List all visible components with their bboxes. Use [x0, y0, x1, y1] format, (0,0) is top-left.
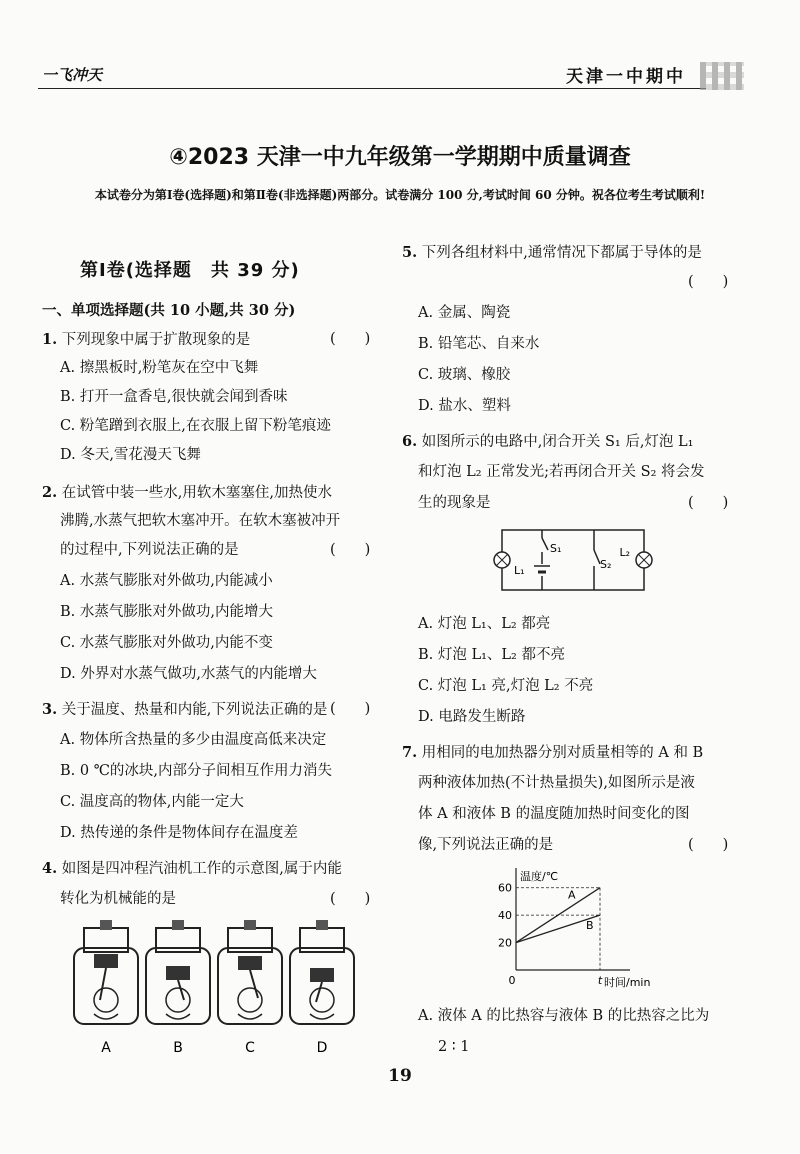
question-4-stem-2: 转化为机械能的是: [60, 891, 176, 907]
q2-option-c: C. 水蒸气膨胀对外做功,内能不变: [60, 635, 273, 651]
question-6-stem-3: 生的现象是: [418, 495, 491, 511]
q7-option-a-line-1: A. 液体 A 的比热容与液体 B 的比热容之比为: [418, 1008, 710, 1024]
q2-option-d: D. 外界对水蒸气做功,水蒸气的内能增大: [60, 666, 317, 682]
y-tick-label: 40: [498, 909, 512, 923]
exam-intro: 本试卷分为第Ⅰ卷(选择题)和第Ⅱ卷(非选择题)两部分。试卷满分 100 分,考试时间 60 分钟。祝各位考生考试顺利!: [94, 188, 706, 202]
q5-option-c: C. 玻璃、橡胶: [418, 367, 511, 383]
engine-diagram-a: [74, 920, 138, 1024]
page-number: 19: [388, 1066, 412, 1086]
y-tick-label: 60: [498, 881, 512, 895]
page-title: ④2023 天津一中九年级第一学期期中质量调查: [169, 145, 631, 170]
question-6-stem-2: 和灯泡 L₂ 正常发光;若再闭合开关 S₂ 将会发: [418, 464, 705, 480]
q6-option-d: D. 电路发生断路: [418, 709, 526, 725]
q1-option-a: A. 擦黑板时,粉笔灰在空中飞舞: [60, 360, 259, 376]
engine-label-c: C: [245, 1040, 255, 1056]
question-1-stem: 1. 下列现象中属于扩散现象的是: [42, 331, 251, 348]
header-rule: [38, 88, 706, 89]
answer-paren-2: ( ): [330, 542, 371, 558]
question-7-stem-3: 体 A 和液体 B 的温度随加热时间变化的图: [418, 806, 690, 822]
switch-s1-label: S₁: [550, 542, 562, 555]
question-5-stem: 5. 下列各组材料中,通常情况下都属于导体的是: [402, 244, 702, 261]
answer-paren-6: ( ): [688, 495, 729, 511]
series-label-b: B: [586, 919, 594, 933]
lamp-l2-label: L₂: [619, 546, 630, 559]
x-tick-label: 0: [508, 974, 516, 987]
q6-option-c: C. 灯泡 L₁ 亮,灯泡 L₂ 不亮: [418, 678, 594, 694]
engine-label-a: A: [101, 1040, 111, 1056]
question-3-stem: 3. 关于温度、热量和内能,下列说法正确的是: [42, 701, 328, 718]
engine-diagram-b: [146, 920, 210, 1024]
q3-option-a: A. 物体所含热量的多少由温度高低来决定: [60, 732, 327, 748]
answer-paren-4: ( ): [330, 891, 371, 907]
q7-option-a-line-2: 2 ∶ 1: [438, 1039, 470, 1055]
answer-paren-5: ( ): [688, 274, 729, 290]
header-decoration: [700, 62, 744, 90]
q2-option-a: A. 水蒸气膨胀对外做功,内能减小: [60, 573, 273, 589]
q5-option-a: A. 金属、陶瓷: [418, 305, 511, 321]
q5-option-d: D. 盐水、塑料: [418, 398, 511, 414]
q6-option-a: A. 灯泡 L₁、L₂ 都亮: [418, 616, 551, 632]
engine-label-d: D: [316, 1040, 328, 1056]
q1-option-c: C. 粉笔蹭到衣服上,在衣服上留下粉笔痕迹: [60, 418, 331, 434]
q1-option-b: B. 打开一盒香皂,很快就会闻到香味: [60, 389, 288, 405]
q6-option-b: B. 灯泡 L₁、L₂ 都不亮: [418, 647, 565, 663]
question-2-stem-2: 沸腾,水蒸气把软木塞冲开。在软木塞被冲开: [60, 513, 341, 529]
engine-diagram-d: [290, 920, 354, 1024]
engine-label-b: B: [173, 1040, 183, 1056]
x-tick-label: t: [597, 974, 603, 987]
q2-option-b: B. 水蒸气膨胀对外做功,内能增大: [60, 604, 273, 620]
header-logo: 一飞冲天: [42, 66, 103, 84]
circuit-diagram: [488, 526, 658, 596]
section-title: 第Ⅰ卷(选择题 共 39 分): [80, 260, 300, 281]
switch-s2-label: S₂: [600, 558, 612, 571]
series-label-a: A: [568, 888, 576, 902]
q3-option-c: C. 温度高的物体,内能一定大: [60, 794, 244, 810]
y-tick-label: 20: [498, 936, 512, 950]
question-2-stem-1: 2. 在试管中装一些水,用软木塞塞住,加热使水: [42, 484, 332, 501]
question-2-stem-3: 的过程中,下列说法正确的是: [60, 542, 239, 558]
question-7-stem-2: 两种液体加热(不计热量损失),如图所示是液: [418, 775, 695, 791]
question-4-stem-1: 4. 如图是四冲程汽油机工作的示意图,属于内能: [42, 860, 342, 877]
answer-paren-1: ( ): [330, 331, 371, 347]
temperature-time-chart: [478, 866, 668, 988]
q3-option-b: B. 0 ℃的冰块,内部分子间相互作用力消失: [60, 763, 333, 779]
subsection-title: 一、单项选择题(共 10 小题,共 30 分): [42, 302, 296, 319]
q5-option-b: B. 铅笔芯、自来水: [418, 336, 540, 352]
q3-option-d: D. 热传递的条件是物体间存在温度差: [60, 825, 298, 841]
answer-paren-7: ( ): [688, 837, 729, 853]
engine-diagram-c: [218, 920, 282, 1024]
y-axis-label: 温度/℃: [520, 870, 559, 883]
lamp-l1-label: L₁: [514, 564, 525, 577]
question-7-stem-4: 像,下列说法正确的是: [418, 837, 554, 853]
answer-paren-3: ( ): [330, 701, 371, 717]
question-6-stem-1: 6. 如图所示的电路中,闭合开关 S₁ 后,灯泡 L₁: [402, 433, 694, 450]
engine-stroke-diagrams: [60, 918, 380, 1058]
q1-option-d: D. 冬天,雪花漫天飞舞: [60, 447, 201, 463]
question-7-stem-1: 7. 用相同的电加热器分别对质量相等的 A 和 B: [402, 744, 704, 761]
header-title: 天津一中期中: [566, 67, 686, 87]
x-axis-label: 时间/min: [604, 976, 651, 988]
